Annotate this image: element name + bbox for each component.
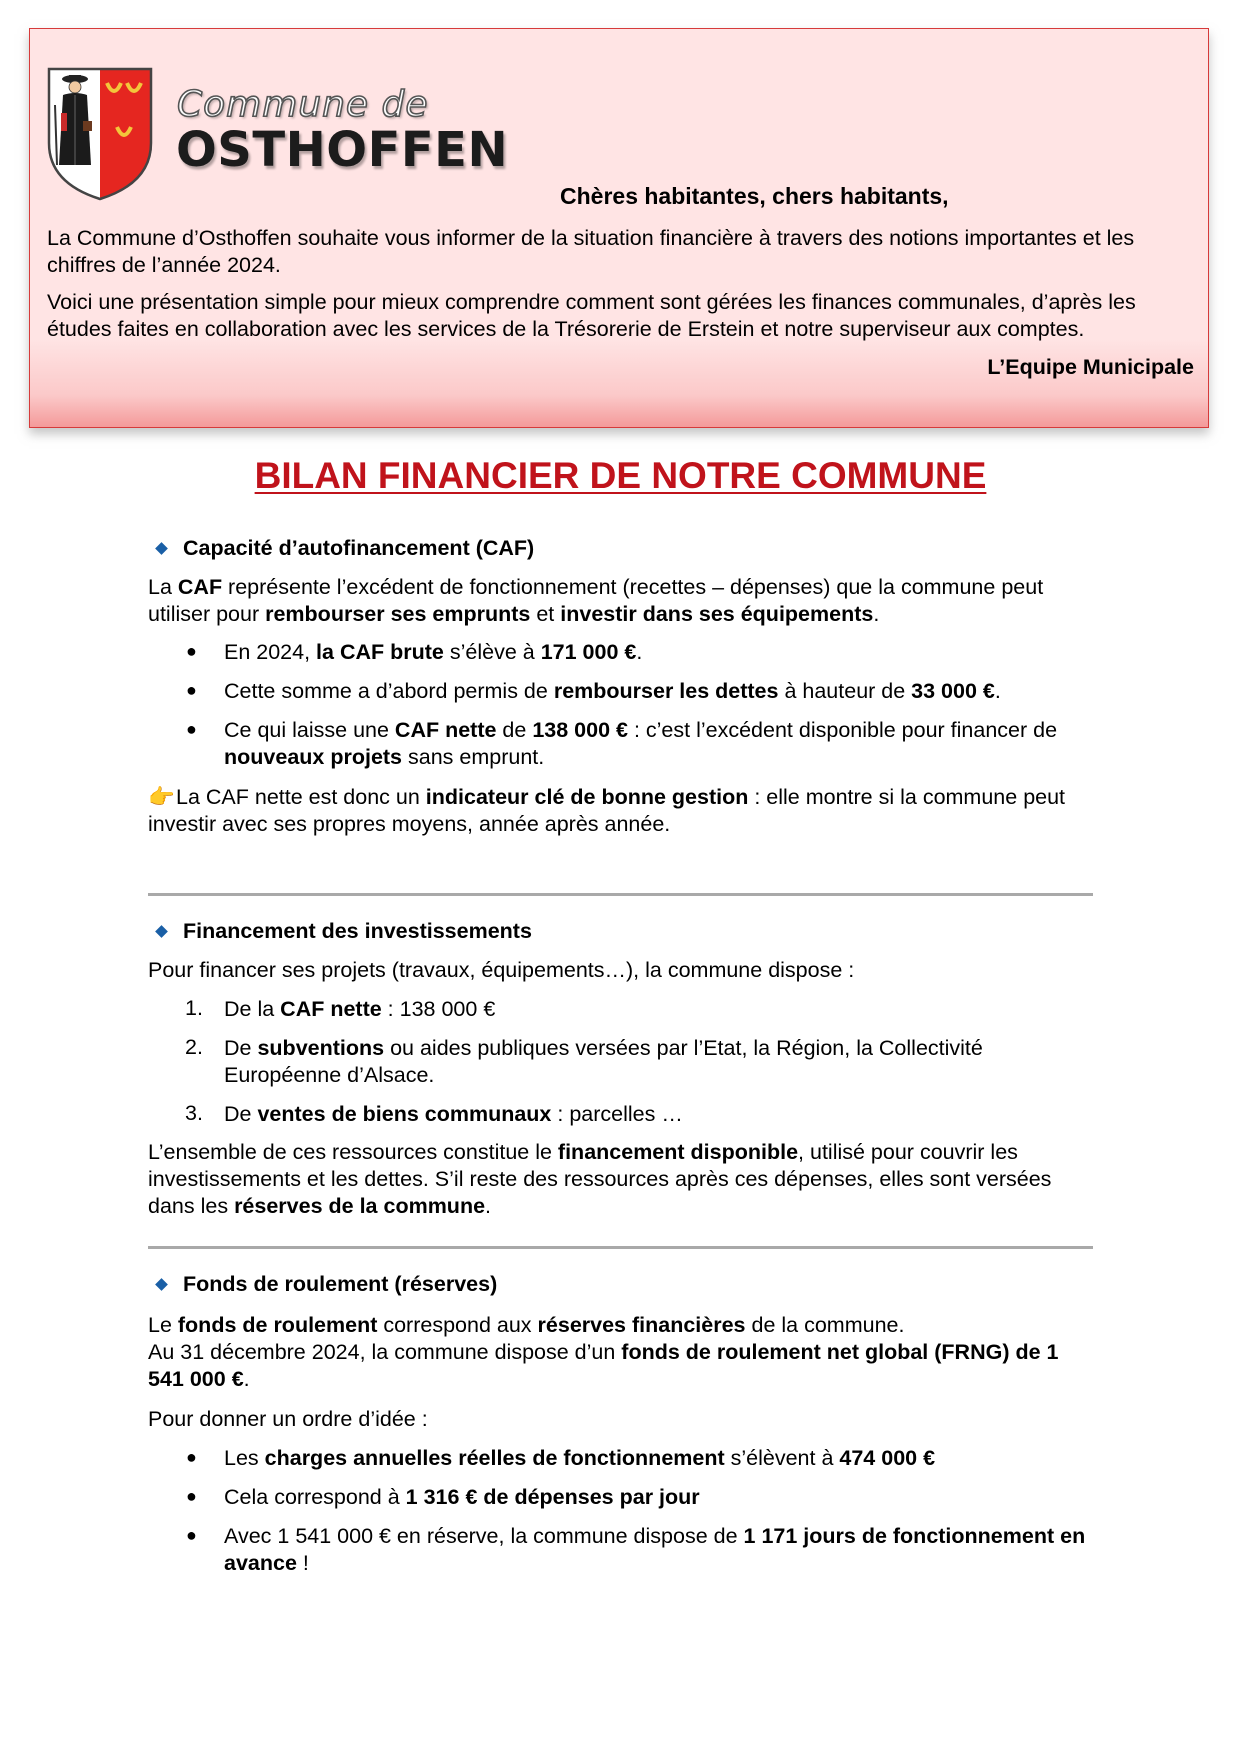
page-title: BILAN FINANCIER DE NOTRE COMMUNE — [254, 455, 987, 496]
section-heading-fonds-text: Fonds de roulement (réserves) — [183, 1272, 498, 1296]
section-heading-fonds — [154, 1272, 497, 1297]
caf-bullet-2: Cette somme a d’abord permis de rembourser les dettes à hauteur de 33 000 €. — [224, 679, 1001, 703]
caf-bullet-1: En 2024, la CAF brute s’élève à 171 000 €. — [224, 640, 643, 664]
section-divider — [148, 893, 1093, 896]
header-box — [29, 28, 1209, 428]
diamond-bullet-icon — [155, 542, 168, 555]
caf-bullet-3: Ce qui laisse une CAF nette de 138 000 € : c’est l’excédent disponible pour financer de nouveaux projets sans emprunt. — [224, 718, 1058, 769]
list-number: 2. — [185, 1035, 203, 1059]
coat-of-arms-icon — [45, 65, 155, 203]
greeting: Chères habitantes, chers habitants, — [560, 183, 949, 209]
fonds-bullet-1: Les charges annuelles réelles de fonctionnement s’élèvent à 474 000 € — [224, 1446, 936, 1470]
logo-commune-de: Commune de — [177, 84, 429, 125]
bullet-dot-icon: ● — [186, 1525, 197, 1545]
bullet-dot-icon: ● — [186, 1486, 197, 1506]
logo-osthoffen: OSTHOFFEN — [176, 122, 509, 178]
intro-paragraph-1: La Commune d’Osthoffen souhaite vous informer de la situation financière à travers des notions importantes et les chiffres de l’année 2024. — [47, 226, 1135, 277]
fonds-paragraph-1: Le fonds de roulement correspond aux réserves financières de la commune. Au 31 décembre 2024, la commune dispose d’un fonds de roulement net global (FRNG) de 1 541 000 €. — [148, 1313, 1059, 1391]
diamond-bullet-icon — [155, 925, 168, 938]
list-number: 1. — [185, 996, 203, 1020]
diamond-bullet-icon — [155, 1278, 168, 1291]
caf-paragraph: La CAF représente l’excédent de fonctionnement (recettes – dépenses) que la commune peut utiliser pour rembourser ses emprunts et investir dans ses équipements. — [148, 575, 1044, 626]
section-divider — [148, 1246, 1093, 1249]
intro-paragraph-2: Voici une présentation simple pour mieux comprendre comment sont gérées les finances communales, d’après les études faites en collaboration avec les services de la Trésorerie de Erstein et notre superviseur aux comptes. — [47, 290, 1136, 341]
investissements-item-2: De subventions ou aides publiques versées par l’Etat, la Région, la Collectivité Européenne d’Alsace. — [224, 1036, 983, 1087]
bullet-dot-icon: ● — [186, 719, 197, 739]
investissements-item-1: De la CAF nette : 138 000 € — [224, 997, 496, 1021]
investissements-item-3: De ventes de biens communaux : parcelles … — [224, 1102, 683, 1126]
section-heading-investissements-text: Financement des investissements — [183, 919, 532, 943]
fonds-paragraph-2: Pour donner un ordre d’idée : — [148, 1407, 428, 1431]
fonds-bullet-2: Cela correspond à 1 316 € de dépenses par jour — [224, 1485, 700, 1509]
investissements-paragraph: L’ensemble de ces ressources constitue le financement disponible, utilisé pour couvrir les investissements et les dettes. S’il reste des ressources après ces dépenses, elles sont versées dans les réserves de la commune. — [148, 1140, 1052, 1218]
pointing-hand-icon: 👉 — [148, 785, 175, 809]
investissements-intro: Pour financer ses projets (travaux, équipements…), la commune dispose : — [148, 958, 855, 982]
bullet-dot-icon: ● — [186, 641, 197, 661]
fonds-bullet-3: Avec 1 541 000 € en réserve, la commune dispose de 1 171 jours de fonctionnement en avance ! — [224, 1524, 1086, 1575]
caf-note: 👉La CAF nette est donc un indicateur clé de bonne gestion : elle montre si la commune peut investir avec ses propres moyens, année après année. — [148, 785, 1066, 836]
section-heading-caf — [154, 536, 534, 561]
bullet-dot-icon: ● — [186, 680, 197, 700]
section-heading-investissements — [154, 919, 532, 944]
section-heading-caf-text: Capacité d’autofinancement (CAF) — [183, 536, 535, 560]
list-number: 3. — [185, 1101, 203, 1125]
signature: L’Equipe Municipale — [987, 355, 1194, 379]
bullet-dot-icon: ● — [186, 1447, 197, 1467]
